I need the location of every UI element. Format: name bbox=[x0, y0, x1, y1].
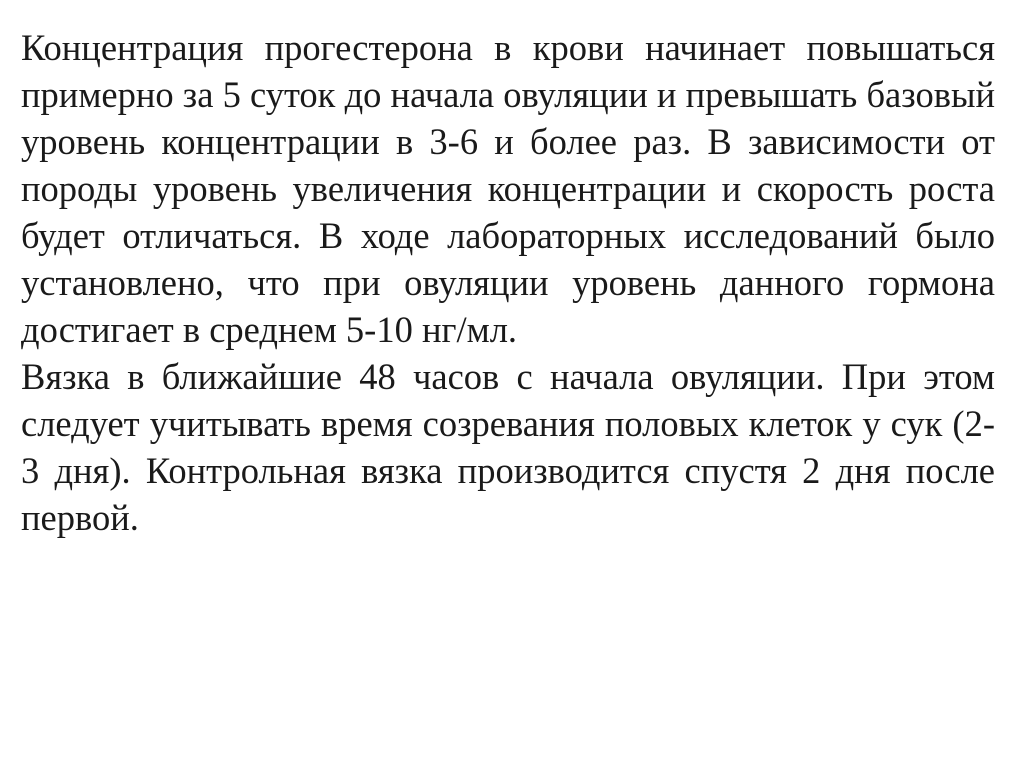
paragraph-progesterone: Концентрация прогестерона в крови начинает повышаться примерно за 5 суток до начала овуляции и превышать базовый уровень концентрации в 3-6 и более раз. В зависимости от породы уровень увеличения концентрации и скорость роста будет отличаться. В ходе лабораторных исследований было установлено, что при овуляции уровень данного гормона достигает в среднем 5-10 нг/мл. bbox=[21, 27, 995, 350]
slide-text-body bbox=[21, 24, 995, 541]
paragraph-mating: Вязка в ближайшие 48 часов с начала овуляции. При этом следует учитывать время созревания половых клеток у сук (2-3 дня). Контрольная вязка производится спустя 2 дня после первой. bbox=[21, 356, 995, 538]
